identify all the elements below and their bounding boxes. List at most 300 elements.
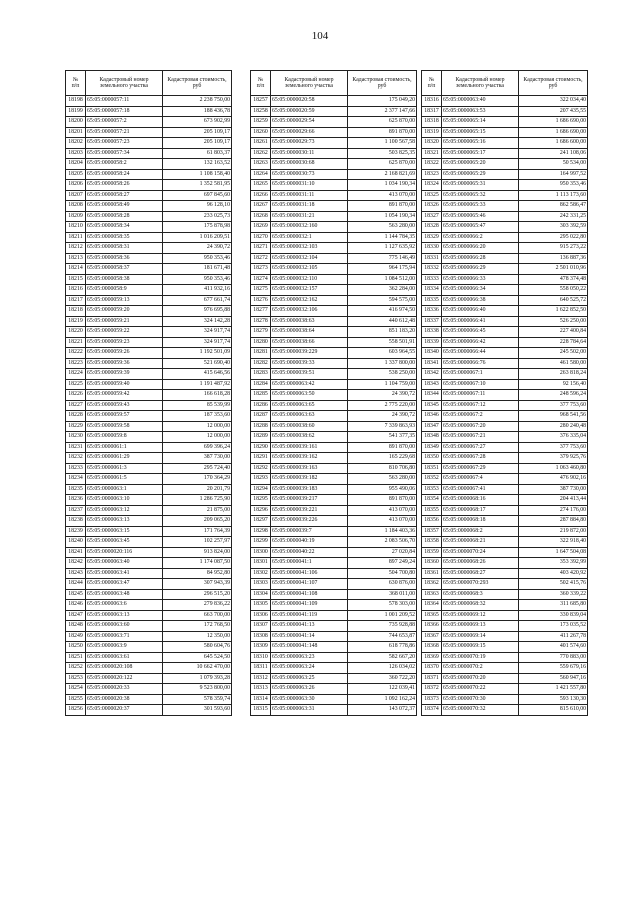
cadastral-value: 132 163,52 xyxy=(163,159,232,170)
table-row xyxy=(422,358,588,369)
cadastral-value: 12 000,00 xyxy=(163,421,232,432)
cadastral-value: 136 887,36 xyxy=(519,253,588,264)
table-row xyxy=(422,537,588,548)
cadastral-value: 955 490,06 xyxy=(348,484,417,495)
table-row xyxy=(66,463,232,474)
cadastral-value: 171 764,39 xyxy=(163,526,232,537)
cadastral-value: 913 824,00 xyxy=(163,547,232,558)
cadastral-value: 526 250,00 xyxy=(519,316,588,327)
cadastral-value: 10 662 470,00 xyxy=(163,663,232,674)
cadastral-number: 65:05:0000069:15 xyxy=(442,642,519,653)
cadastral-number: 65:05:0000066:33 xyxy=(442,274,519,285)
row-number: 18288 xyxy=(251,421,271,432)
cadastral-value: 248 596,24 xyxy=(519,390,588,401)
cadastral-value: 625 870,00 xyxy=(348,159,417,170)
cadastral-value: 205 109,17 xyxy=(163,127,232,138)
cadastral-value: 24 390,72 xyxy=(348,411,417,422)
table-row xyxy=(66,516,232,527)
cadastral-number: 65:05:0000061:29 xyxy=(86,453,163,464)
cadastral-number: 65:05:0000038:60 xyxy=(271,421,348,432)
cadastral-value: 263 818,24 xyxy=(519,369,588,380)
row-number: 18274 xyxy=(251,274,271,285)
table-row xyxy=(66,190,232,201)
table-row xyxy=(66,169,232,180)
table-row xyxy=(422,568,588,579)
cadastral-value: 538 250,00 xyxy=(348,369,417,380)
registry-table-2 xyxy=(250,70,417,716)
row-number: 18211 xyxy=(66,232,86,243)
table-row xyxy=(251,222,417,233)
row-number: 18266 xyxy=(251,190,271,201)
cadastral-number: 65:05:0000061:1 xyxy=(86,442,163,453)
table-row xyxy=(422,180,588,191)
cadastral-value: 242 331,25 xyxy=(519,211,588,222)
table-row xyxy=(66,264,232,275)
registry-table-1 xyxy=(65,70,232,716)
row-number: 18259 xyxy=(251,117,271,128)
cadastral-value: 1 127 635,92 xyxy=(348,243,417,254)
cadastral-value: 175 878,98 xyxy=(163,222,232,233)
cadastral-value: 1 647 504,08 xyxy=(519,547,588,558)
cadastral-value: 1 286 725,90 xyxy=(163,495,232,506)
cadastral-value: 143 072,37 xyxy=(348,705,417,716)
cadastral-number: 65:05:0000039:182 xyxy=(271,474,348,485)
table-row xyxy=(251,180,417,191)
cadastral-value: 227 400,84 xyxy=(519,327,588,338)
cadastral-value: 415 646,56 xyxy=(163,369,232,380)
table-row xyxy=(422,610,588,621)
cadastral-number: 65:05:0000031:18 xyxy=(271,201,348,212)
table-row xyxy=(66,274,232,285)
table-row xyxy=(251,621,417,632)
cadastral-number: 65:05:0000068:26 xyxy=(442,558,519,569)
cadastral-number: 65:05:0000058:35 xyxy=(86,232,163,243)
cadastral-number: 65:05:0000041:1 xyxy=(271,558,348,569)
table-row xyxy=(422,526,588,537)
cadastral-value: 735 928,88 xyxy=(348,621,417,632)
row-number: 18322 xyxy=(422,159,442,170)
cadastral-value: 175 049,20 xyxy=(348,96,417,107)
cadastral-value: 673 902,99 xyxy=(163,117,232,128)
row-number: 18372 xyxy=(422,684,442,695)
header-cadastral-number: Кадастровый номер земельного участка xyxy=(86,71,163,96)
table-row xyxy=(66,243,232,254)
row-number: 18212 xyxy=(66,243,86,254)
cadastral-number: 65:05:0000020:58 xyxy=(271,96,348,107)
table-row xyxy=(251,117,417,128)
row-number: 18261 xyxy=(251,138,271,149)
row-number: 18344 xyxy=(422,390,442,401)
row-number: 18225 xyxy=(66,379,86,390)
cadastral-number: 65:05:0000063:9 xyxy=(86,642,163,653)
row-number: 18198 xyxy=(66,96,86,107)
cadastral-value: 1 192 501,09 xyxy=(163,348,232,359)
cadastral-number: 65:05:0000067:21 xyxy=(442,432,519,443)
table-row xyxy=(422,589,588,600)
cadastral-value: 50 534,00 xyxy=(519,159,588,170)
cadastral-number: 65:05:0000063:25 xyxy=(271,673,348,684)
table-row xyxy=(422,642,588,653)
cadastral-number: 65:05:0000041:108 xyxy=(271,589,348,600)
table-row xyxy=(66,222,232,233)
table-row xyxy=(422,600,588,611)
table-row xyxy=(422,211,588,222)
table-row xyxy=(422,190,588,201)
cadastral-number: 65:05:0000063:45 xyxy=(86,537,163,548)
row-number: 18285 xyxy=(251,390,271,401)
row-number: 18302 xyxy=(251,568,271,579)
cadastral-value: 322 918,40 xyxy=(519,537,588,548)
row-number: 18238 xyxy=(66,516,86,527)
row-number: 18282 xyxy=(251,358,271,369)
cadastral-value: 1 686 600,00 xyxy=(519,138,588,149)
cadastral-number: 65:05:0000070:22 xyxy=(442,684,519,695)
cadastral-value: 950 353,46 xyxy=(163,253,232,264)
table-row xyxy=(251,211,417,222)
cadastral-value: 699 396,24 xyxy=(163,442,232,453)
table-row xyxy=(66,621,232,632)
row-number: 18350 xyxy=(422,453,442,464)
cadastral-value: 744 653,87 xyxy=(348,631,417,642)
cadastral-value: 307 943,39 xyxy=(163,579,232,590)
table-row xyxy=(251,348,417,359)
cadastral-number: 65:05:0000058:2 xyxy=(86,159,163,170)
cadastral-number: 65:05:0000065:17 xyxy=(442,148,519,159)
row-number: 18349 xyxy=(422,442,442,453)
cadastral-value: 245 502,00 xyxy=(519,348,588,359)
row-number: 18345 xyxy=(422,400,442,411)
cadastral-value: 368 011,00 xyxy=(348,589,417,600)
cadastral-number: 65:05:0000069:12 xyxy=(442,610,519,621)
cadastral-value: 1 191 487,92 xyxy=(163,379,232,390)
cadastral-number: 65:05:0000058:36 xyxy=(86,253,163,264)
cadastral-number: 65:05:0000063:13 xyxy=(86,516,163,527)
table-row xyxy=(422,316,588,327)
row-number: 18304 xyxy=(251,589,271,600)
cadastral-number: 65:05:0000065:32 xyxy=(442,190,519,201)
table-row xyxy=(66,652,232,663)
row-number: 18331 xyxy=(422,253,442,264)
cadastral-value: 1 001 209,52 xyxy=(348,610,417,621)
table-row xyxy=(66,474,232,485)
cadastral-number: 65:05:0000068:17 xyxy=(442,505,519,516)
row-number: 18309 xyxy=(251,642,271,653)
cadastral-value: 618 778,86 xyxy=(348,642,417,653)
row-number: 18289 xyxy=(251,432,271,443)
table-row xyxy=(251,337,417,348)
cadastral-number: 65:05:0000020:37 xyxy=(86,705,163,716)
cadastral-value: 503 825,35 xyxy=(348,148,417,159)
cadastral-value: 387 730,00 xyxy=(519,484,588,495)
cadastral-value: 594 575,00 xyxy=(348,295,417,306)
row-number: 18275 xyxy=(251,285,271,296)
cadastral-value: 1 113 173,60 xyxy=(519,190,588,201)
cadastral-value: 815 610,00 xyxy=(519,705,588,716)
row-number: 18299 xyxy=(251,537,271,548)
cadastral-number: 65:05:0000063:1 xyxy=(86,484,163,495)
cadastral-value: 413 070,00 xyxy=(348,505,417,516)
table-row xyxy=(66,579,232,590)
cadastral-number: 65:05:0000067:2 xyxy=(442,411,519,422)
table-row xyxy=(251,484,417,495)
table-row xyxy=(251,148,417,159)
cadastral-value: 379 925,76 xyxy=(519,453,588,464)
row-number: 18366 xyxy=(422,621,442,632)
cadastral-number: 65:05:0000020:38 xyxy=(86,694,163,705)
row-number: 18250 xyxy=(66,642,86,653)
cadastral-number: 65:05:0000063:24 xyxy=(271,663,348,674)
cadastral-value: 2 168 821,69 xyxy=(348,169,417,180)
cadastral-number: 65:05:0000067:1 xyxy=(442,369,519,380)
table-row xyxy=(251,159,417,170)
row-number: 18260 xyxy=(251,127,271,138)
cadastral-number: 65:05:0000057:21 xyxy=(86,127,163,138)
row-number: 18283 xyxy=(251,369,271,380)
cadastral-value: 897 249,24 xyxy=(348,558,417,569)
table-row xyxy=(422,264,588,275)
cadastral-number: 65:05:0000039:51 xyxy=(271,369,348,380)
row-number: 18272 xyxy=(251,253,271,264)
cadastral-value: 1 034 190,34 xyxy=(348,180,417,191)
table-row xyxy=(66,127,232,138)
row-number: 18217 xyxy=(66,295,86,306)
row-number: 18342 xyxy=(422,369,442,380)
row-number: 18251 xyxy=(66,652,86,663)
cadastral-number: 65:05:0000039:183 xyxy=(271,484,348,495)
cadastral-value: 1 421 557,80 xyxy=(519,684,588,695)
cadastral-value: 558 050,22 xyxy=(519,285,588,296)
table-row xyxy=(251,285,417,296)
table-row xyxy=(66,337,232,348)
cadastral-number: 65:05:0000031:11 xyxy=(271,190,348,201)
cadastral-number: 65:05:0000066:29 xyxy=(442,264,519,275)
row-number: 18348 xyxy=(422,432,442,443)
cadastral-value: 578 359,74 xyxy=(163,694,232,705)
row-number: 18315 xyxy=(251,705,271,716)
cadastral-number: 65:05:0000066:42 xyxy=(442,337,519,348)
row-number: 18292 xyxy=(251,463,271,474)
cadastral-number: 65:05:0000020:122 xyxy=(86,673,163,684)
cadastral-value: 603 964,55 xyxy=(348,348,417,359)
table-row xyxy=(251,684,417,695)
table-row xyxy=(422,390,588,401)
row-number: 18277 xyxy=(251,306,271,317)
table-row xyxy=(422,274,588,285)
table-row xyxy=(66,358,232,369)
cadastral-number: 65:05:0000038:66 xyxy=(271,337,348,348)
row-number: 18226 xyxy=(66,390,86,401)
cadastral-value: 625 870,00 xyxy=(348,117,417,128)
cadastral-number: 65:05:0000066:20 xyxy=(442,243,519,254)
row-number: 18208 xyxy=(66,201,86,212)
row-number: 18341 xyxy=(422,358,442,369)
cadastral-value: 102 257,97 xyxy=(163,537,232,548)
cadastral-value: 770 883,00 xyxy=(519,652,588,663)
cadastral-value: 205 109,17 xyxy=(163,138,232,149)
table-row xyxy=(66,117,232,128)
cadastral-number: 65:05:0000063:47 xyxy=(86,579,163,590)
row-number: 18258 xyxy=(251,106,271,117)
table-row xyxy=(422,505,588,516)
row-number: 18218 xyxy=(66,306,86,317)
row-number: 18297 xyxy=(251,516,271,527)
cadastral-number: 65:05:0000059:40 xyxy=(86,379,163,390)
table-row xyxy=(66,180,232,191)
cadastral-number: 65:05:0000066:28 xyxy=(442,253,519,264)
table-row xyxy=(251,526,417,537)
table-row xyxy=(66,159,232,170)
cadastral-value: 1 104 759,00 xyxy=(348,379,417,390)
cadastral-value: 640 525,72 xyxy=(519,295,588,306)
row-number: 18234 xyxy=(66,474,86,485)
row-number: 18290 xyxy=(251,442,271,453)
cadastral-value: 630 876,00 xyxy=(348,579,417,590)
cadastral-number: 65:05:0000020:108 xyxy=(86,663,163,674)
table-row xyxy=(66,348,232,359)
table-row xyxy=(422,652,588,663)
row-number: 18373 xyxy=(422,694,442,705)
table-row xyxy=(422,127,588,138)
row-number: 18276 xyxy=(251,295,271,306)
row-number: 18307 xyxy=(251,621,271,632)
cadastral-value: 851 183,20 xyxy=(348,327,417,338)
cadastral-value: 207 435,55 xyxy=(519,106,588,117)
table-row xyxy=(66,390,232,401)
table-row xyxy=(251,516,417,527)
cadastral-number: 65:05:0000067:41 xyxy=(442,484,519,495)
table-row xyxy=(66,600,232,611)
cadastral-value: 322 034,40 xyxy=(519,96,588,107)
row-number: 18256 xyxy=(66,705,86,716)
row-number: 18281 xyxy=(251,348,271,359)
cadastral-value: 362 284,00 xyxy=(348,285,417,296)
table-row xyxy=(66,253,232,264)
cadastral-number: 65:05:0000020:116 xyxy=(86,547,163,558)
registry-table-3 xyxy=(421,70,588,716)
cadastral-value: 1 054 190,34 xyxy=(348,211,417,222)
cadastral-number: 65:05:0000063:30 xyxy=(271,694,348,705)
cadastral-value: 582 667,20 xyxy=(348,652,417,663)
row-number: 18296 xyxy=(251,505,271,516)
cadastral-value: 416 974,50 xyxy=(348,306,417,317)
cadastral-value: 478 374,48 xyxy=(519,274,588,285)
cadastral-value: 233 025,73 xyxy=(163,211,232,222)
row-number: 18240 xyxy=(66,537,86,548)
cadastral-value: 810 706,80 xyxy=(348,463,417,474)
row-number: 18351 xyxy=(422,463,442,474)
table-row xyxy=(251,369,417,380)
row-number: 18357 xyxy=(422,526,442,537)
cadastral-value: 12 000,00 xyxy=(163,432,232,443)
cadastral-number: 65:05:0000057:34 xyxy=(86,148,163,159)
cadastral-value: 1 084 512,00 xyxy=(348,274,417,285)
cadastral-number: 65:05:0000065:20 xyxy=(442,159,519,170)
cadastral-number: 65:05:0000039:229 xyxy=(271,348,348,359)
row-number: 18305 xyxy=(251,600,271,611)
cadastral-value: 1 352 581,95 xyxy=(163,180,232,191)
cadastral-value: 862 586,47 xyxy=(519,201,588,212)
cadastral-value: 204 413,44 xyxy=(519,495,588,506)
cadastral-value: 387 730,00 xyxy=(163,453,232,464)
cadastral-number: 65:05:0000061:5 xyxy=(86,474,163,485)
cadastral-value: 645 524,50 xyxy=(163,652,232,663)
cadastral-number: 65:05:0000039:217 xyxy=(271,495,348,506)
table-row xyxy=(66,421,232,432)
cadastral-number: 65:05:0000058:26 xyxy=(86,180,163,191)
row-number: 18264 xyxy=(251,169,271,180)
cadastral-value: 209 065,20 xyxy=(163,516,232,527)
table-row xyxy=(422,558,588,569)
cadastral-number: 65:05:0000068:21 xyxy=(442,537,519,548)
cadastral-number: 65:05:0000059:23 xyxy=(86,337,163,348)
row-number: 18284 xyxy=(251,379,271,390)
table-row xyxy=(422,106,588,117)
table-row xyxy=(422,400,588,411)
cadastral-value: 1 092 162,24 xyxy=(348,694,417,705)
cadastral-number: 65:05:0000059:22 xyxy=(86,327,163,338)
cadastral-number: 65:05:0000057:18 xyxy=(86,106,163,117)
row-number: 18222 xyxy=(66,348,86,359)
row-number: 18235 xyxy=(66,484,86,495)
cadastral-number: 65:05:0000030:68 xyxy=(271,159,348,170)
cadastral-number: 65:05:0000032:160 xyxy=(271,222,348,233)
cadastral-number: 65:05:0000059:8 xyxy=(86,432,163,443)
row-number: 18336 xyxy=(422,306,442,317)
cadastral-value: 563 280,00 xyxy=(348,474,417,485)
cadastral-value: 950 353,46 xyxy=(519,180,588,191)
table-row xyxy=(422,379,588,390)
cadastral-value: 1 144 784,35 xyxy=(348,232,417,243)
row-number: 18360 xyxy=(422,558,442,569)
cadastral-value: 891 870,00 xyxy=(348,127,417,138)
row-number: 18220 xyxy=(66,327,86,338)
cadastral-number: 65:05:0000066:2 xyxy=(442,232,519,243)
table-row xyxy=(66,673,232,684)
table-row xyxy=(422,222,588,233)
cadastral-value: 558 501,91 xyxy=(348,337,417,348)
row-number: 18337 xyxy=(422,316,442,327)
cadastral-value: 440 612,48 xyxy=(348,316,417,327)
cadastral-number: 65:05:0000068:2 xyxy=(442,526,519,537)
table-row xyxy=(422,621,588,632)
table-row xyxy=(422,295,588,306)
table-row xyxy=(251,600,417,611)
cadastral-value: 411 932,16 xyxy=(163,285,232,296)
cadastral-value: 303 392,59 xyxy=(519,222,588,233)
cadastral-number: 65:05:0000032:162 xyxy=(271,295,348,306)
cadastral-value: 228 784,64 xyxy=(519,337,588,348)
cadastral-number: 65:05:0000066:38 xyxy=(442,295,519,306)
cadastral-value: 296 515,20 xyxy=(163,589,232,600)
cadastral-number: 65:05:0000041:106 xyxy=(271,568,348,579)
row-number: 18340 xyxy=(422,348,442,359)
table-row xyxy=(251,316,417,327)
header-cadastral-value: Кадастровая стоимость, руб xyxy=(163,71,232,96)
row-number: 18239 xyxy=(66,526,86,537)
row-number: 18257 xyxy=(251,96,271,107)
table-row xyxy=(422,96,588,107)
table-row xyxy=(251,610,417,621)
row-number: 18333 xyxy=(422,274,442,285)
cadastral-number: 65:05:0000032:106 xyxy=(271,306,348,317)
row-number: 18242 xyxy=(66,558,86,569)
table-row xyxy=(251,306,417,317)
cadastral-value: 1 686 690,00 xyxy=(519,117,588,128)
cadastral-value: 504 700,80 xyxy=(348,568,417,579)
row-number: 18318 xyxy=(422,117,442,128)
table-row xyxy=(251,190,417,201)
row-number: 18368 xyxy=(422,642,442,653)
